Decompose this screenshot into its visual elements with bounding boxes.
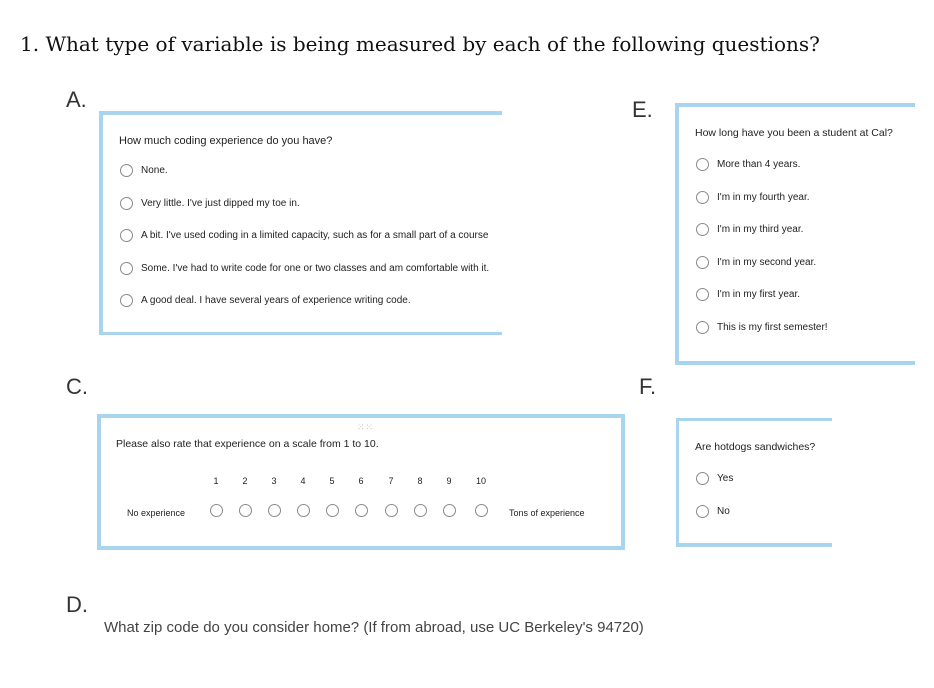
scale-number: 10 [475, 476, 486, 486]
option-label: No [717, 506, 730, 517]
option-label: A good deal. I have several years of experience writing code. [141, 295, 411, 306]
option-label: Some. I've had to write code for one or two classes and am comfortable with it. [141, 263, 490, 274]
drag-handle-icon[interactable]: ⁙⁙ [357, 422, 375, 432]
coding-option-good-deal[interactable] [120, 294, 411, 307]
zip-code-question: What zip code do you consider home? (If from abroad, use UC Berkeley's 94720) [104, 619, 644, 636]
section-label-d: D. [66, 592, 88, 617]
radio-button[interactable] [120, 262, 133, 275]
radio-button[interactable] [696, 288, 709, 301]
cal-option-fourth-year[interactable] [696, 191, 810, 204]
cal-option-third-year[interactable] [696, 223, 803, 236]
scale-radio-2[interactable] [239, 504, 252, 517]
radio-button[interactable] [696, 505, 709, 518]
years-at-cal-card [675, 103, 915, 365]
coding-option-very-little[interactable] [120, 197, 300, 210]
hotdog-option-no[interactable] [696, 505, 730, 518]
radio-button[interactable] [696, 158, 709, 171]
radio-button[interactable] [696, 321, 709, 334]
radio-button[interactable] [696, 256, 709, 269]
scale-number: 4 [300, 476, 306, 486]
scale-radio-7[interactable] [385, 504, 398, 517]
coding-experience-card [99, 111, 502, 335]
radio-button[interactable] [120, 229, 133, 242]
coding-option-a-bit[interactable] [120, 229, 488, 242]
option-label: I'm in my second year. [717, 257, 817, 268]
option-label: A bit. I've used coding in a limited capacity, such as for a small part of a course [141, 230, 489, 241]
coding-option-some[interactable] [120, 262, 489, 275]
scale-radio-6[interactable] [355, 504, 368, 517]
hotdog-option-yes[interactable] [696, 472, 733, 485]
experience-scale-card [97, 414, 625, 550]
scale-radio-3[interactable] [268, 504, 281, 517]
scale-low-label: No experience [127, 508, 186, 518]
scale-number: 8 [417, 476, 423, 486]
section-label-c: C. [66, 374, 88, 399]
section-label-a: A. [66, 87, 87, 112]
option-label: I'm in my fourth year. [717, 192, 810, 203]
section-label-f: F. [639, 374, 657, 399]
scale-number: 9 [446, 476, 452, 486]
option-label: I'm in my first year. [717, 289, 801, 300]
radio-button[interactable] [696, 472, 709, 485]
option-label: Very little. I've just dipped my toe in. [141, 198, 300, 209]
radio-button[interactable] [120, 294, 133, 307]
cal-option-more-than-4[interactable] [696, 158, 800, 171]
cal-option-second-year[interactable] [696, 256, 816, 269]
radio-button[interactable] [696, 223, 709, 236]
coding-experience-question: How much coding experience do you have? [119, 135, 333, 147]
coding-option-none[interactable] [120, 164, 168, 177]
scale-radio-4[interactable] [297, 504, 310, 517]
scale-radio-9[interactable] [443, 504, 456, 517]
experience-scale-question: Please also rate that experience on a scale from 1 to 10. [116, 438, 379, 450]
option-label: More than 4 years. [717, 159, 801, 170]
scale-number: 5 [329, 476, 335, 486]
hotdog-card [676, 418, 832, 547]
hotdog-question: Are hotdogs sandwiches? [695, 441, 816, 453]
years-at-cal-question: How long have you been a student at Cal? [695, 127, 893, 139]
scale-number: 2 [242, 476, 248, 486]
scale-radio-8[interactable] [414, 504, 427, 517]
option-label: Yes [717, 473, 734, 484]
scale-radio-5[interactable] [326, 504, 339, 517]
scale-number: 3 [271, 476, 277, 486]
scale-radio-1[interactable] [210, 504, 223, 517]
radio-button[interactable] [120, 164, 133, 177]
question-heading: 1. What type of variable is being measured by each of the following questions? [20, 32, 820, 56]
radio-button[interactable] [120, 197, 133, 210]
scale-number: 7 [388, 476, 394, 486]
radio-button[interactable] [696, 191, 709, 204]
section-label-e: E. [632, 97, 653, 122]
scale-number: 1 [213, 476, 219, 486]
scale-high-label: Tons of experience [509, 508, 585, 518]
option-label: I'm in my third year. [717, 224, 804, 235]
option-label: None. [141, 165, 168, 176]
option-label: This is my first semester! [717, 322, 828, 333]
cal-option-first-semester[interactable] [696, 321, 828, 334]
cal-option-first-year[interactable] [696, 288, 800, 301]
scale-radio-10[interactable] [475, 504, 488, 517]
scale-number: 6 [358, 476, 364, 486]
